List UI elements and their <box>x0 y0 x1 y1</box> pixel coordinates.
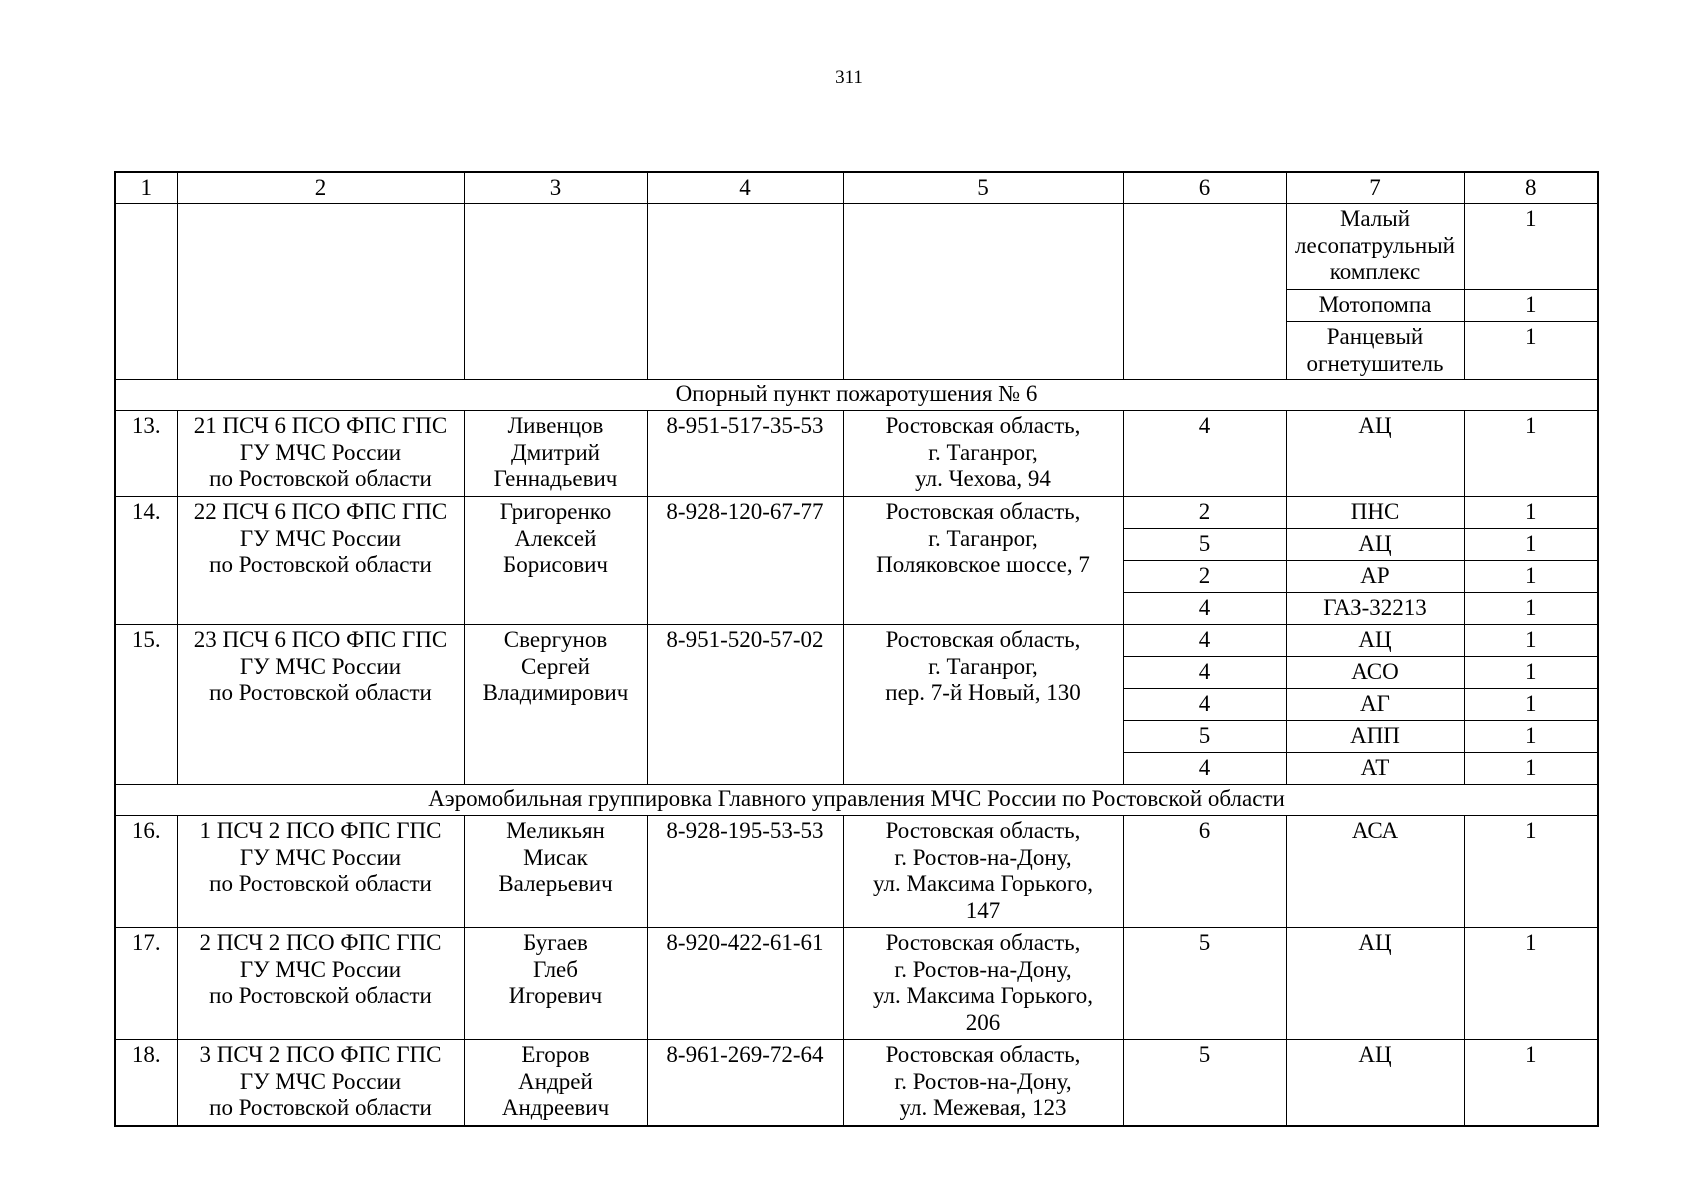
vehicle-type-cell: АЦ <box>1286 1040 1464 1126</box>
quantity-cell: 1 <box>1464 411 1598 497</box>
quantity-cell: 1 <box>1464 529 1598 561</box>
section-header-row <box>115 785 1598 816</box>
quantity-cell: 1 <box>1464 625 1598 657</box>
vehicle-type-cell: ПНС <box>1286 497 1464 529</box>
quantity-cell: 1 <box>1464 204 1598 290</box>
equipment-cell: Ранцевый огнетушитель <box>1286 322 1464 380</box>
quantity-cell: 1 <box>1464 593 1598 625</box>
quantity-cell: 1 <box>1464 753 1598 785</box>
vehicle-type-cell: АСА <box>1286 816 1464 928</box>
quantity-cell: 1 <box>1464 657 1598 689</box>
phone-cell: 8-920-422-61-61 <box>647 928 843 1040</box>
table-row <box>115 928 1598 1040</box>
cell-empty <box>1123 204 1286 380</box>
header-cell: 6 <box>1123 172 1286 204</box>
phone-cell: 8-928-195-53-53 <box>647 816 843 928</box>
vehicle-type-cell: АЦ <box>1286 529 1464 561</box>
unit-cell: 2 ПСЧ 2 ПСО ФПС ГПС ГУ МЧС России по Ростовской области <box>177 928 464 1040</box>
cell-empty <box>115 204 177 380</box>
page-number: 311 <box>835 67 863 88</box>
quantity-cell: 1 <box>1464 928 1598 1040</box>
section-header-row <box>115 380 1598 411</box>
header-cell: 7 <box>1286 172 1464 204</box>
quantity-cell: 1 <box>1464 497 1598 529</box>
continued-row <box>115 204 1598 290</box>
quantity-cell: 1 <box>1464 290 1598 322</box>
vehicle-type-cell: АГ <box>1286 689 1464 721</box>
section-title: Опорный пункт пожаротушения № 6 <box>115 380 1598 411</box>
col6-cell: 4 <box>1123 593 1286 625</box>
col6-cell: 6 <box>1123 816 1286 928</box>
equipment-cell: Малый лесопатрульный комплекс <box>1286 204 1464 290</box>
cell-empty <box>647 204 843 380</box>
header-cell: 5 <box>843 172 1123 204</box>
quantity-cell: 1 <box>1464 561 1598 593</box>
phone-cell: 8-928-120-67-77 <box>647 497 843 625</box>
vehicle-type-cell: АЦ <box>1286 411 1464 497</box>
cell-empty <box>464 204 647 380</box>
row-number: 16. <box>115 816 177 928</box>
person-cell: Григоренко Алексей Борисович <box>464 497 647 625</box>
row-number: 18. <box>115 1040 177 1126</box>
table-row <box>115 816 1598 928</box>
vehicle-type-cell: АСО <box>1286 657 1464 689</box>
table-row <box>115 497 1598 529</box>
header-cell: 4 <box>647 172 843 204</box>
col6-cell: 5 <box>1123 721 1286 753</box>
section-title: Аэромобильная группировка Главного управления МЧС России по Ростовской области <box>115 785 1598 816</box>
cell-empty <box>177 204 464 380</box>
cell-empty <box>843 204 1123 380</box>
header-cell: 2 <box>177 172 464 204</box>
vehicle-type-cell: АЦ <box>1286 625 1464 657</box>
vehicle-type-cell: АР <box>1286 561 1464 593</box>
person-cell: Свергунов Сергей Владимирович <box>464 625 647 785</box>
header-cell: 1 <box>115 172 177 204</box>
col6-cell: 2 <box>1123 497 1286 529</box>
address-cell: Ростовская область, г. Ростов-на-Дону, ул. Максима Горького, 206 <box>843 928 1123 1040</box>
table-row <box>115 1040 1598 1126</box>
person-cell: Егоров Андрей Андреевич <box>464 1040 647 1126</box>
row-number: 15. <box>115 625 177 785</box>
row-number: 13. <box>115 411 177 497</box>
person-cell: Ливенцов Дмитрий Геннадьевич <box>464 411 647 497</box>
phone-cell: 8-961-269-72-64 <box>647 1040 843 1126</box>
unit-cell: 23 ПСЧ 6 ПСО ФПС ГПС ГУ МЧС России по Ростовской области <box>177 625 464 785</box>
quantity-cell: 1 <box>1464 1040 1598 1126</box>
col6-cell: 4 <box>1123 657 1286 689</box>
col6-cell: 5 <box>1123 529 1286 561</box>
col6-cell: 5 <box>1123 928 1286 1040</box>
table-row <box>115 625 1598 657</box>
unit-cell: 3 ПСЧ 2 ПСО ФПС ГПС ГУ МЧС России по Ростовской области <box>177 1040 464 1126</box>
col6-cell: 4 <box>1123 411 1286 497</box>
row-number: 17. <box>115 928 177 1040</box>
address-cell: Ростовская область, г. Ростов-на-Дону, ул. Межевая, 123 <box>843 1040 1123 1126</box>
address-cell: Ростовская область, г. Таганрог, пер. 7-й Новый, 130 <box>843 625 1123 785</box>
phone-cell: 8-951-520-57-02 <box>647 625 843 785</box>
person-cell: Меликьян Мисак Валерьевич <box>464 816 647 928</box>
header-cell: 3 <box>464 172 647 204</box>
unit-cell: 22 ПСЧ 6 ПСО ФПС ГПС ГУ МЧС России по Ростовской области <box>177 497 464 625</box>
row-number: 14. <box>115 497 177 625</box>
address-cell: Ростовская область, г. Таганрог, Поляковское шоссе, 7 <box>843 497 1123 625</box>
quantity-cell: 1 <box>1464 816 1598 928</box>
col6-cell: 2 <box>1123 561 1286 593</box>
vehicle-type-cell: АПП <box>1286 721 1464 753</box>
col6-cell: 4 <box>1123 625 1286 657</box>
quantity-cell: 1 <box>1464 721 1598 753</box>
col6-cell: 5 <box>1123 1040 1286 1126</box>
phone-cell: 8-951-517-35-53 <box>647 411 843 497</box>
quantity-cell: 1 <box>1464 689 1598 721</box>
unit-cell: 21 ПСЧ 6 ПСО ФПС ГПС ГУ МЧС России по Ростовской области <box>177 411 464 497</box>
col6-cell: 4 <box>1123 689 1286 721</box>
vehicle-type-cell: АЦ <box>1286 928 1464 1040</box>
address-cell: Ростовская область, г. Ростов-на-Дону, ул. Максима Горького, 147 <box>843 816 1123 928</box>
person-cell: Бугаев Глеб Игоревич <box>464 928 647 1040</box>
header-row <box>115 172 1598 204</box>
address-cell: Ростовская область, г. Таганрог, ул. Чехова, 94 <box>843 411 1123 497</box>
header-cell: 8 <box>1464 172 1598 204</box>
vehicle-type-cell: ГАЗ-32213 <box>1286 593 1464 625</box>
data-table <box>114 171 1599 1127</box>
quantity-cell: 1 <box>1464 322 1598 380</box>
vehicle-type-cell: АТ <box>1286 753 1464 785</box>
equipment-cell: Мотопомпа <box>1286 290 1464 322</box>
col6-cell: 4 <box>1123 753 1286 785</box>
table-row <box>115 411 1598 497</box>
unit-cell: 1 ПСЧ 2 ПСО ФПС ГПС ГУ МЧС России по Ростовской области <box>177 816 464 928</box>
